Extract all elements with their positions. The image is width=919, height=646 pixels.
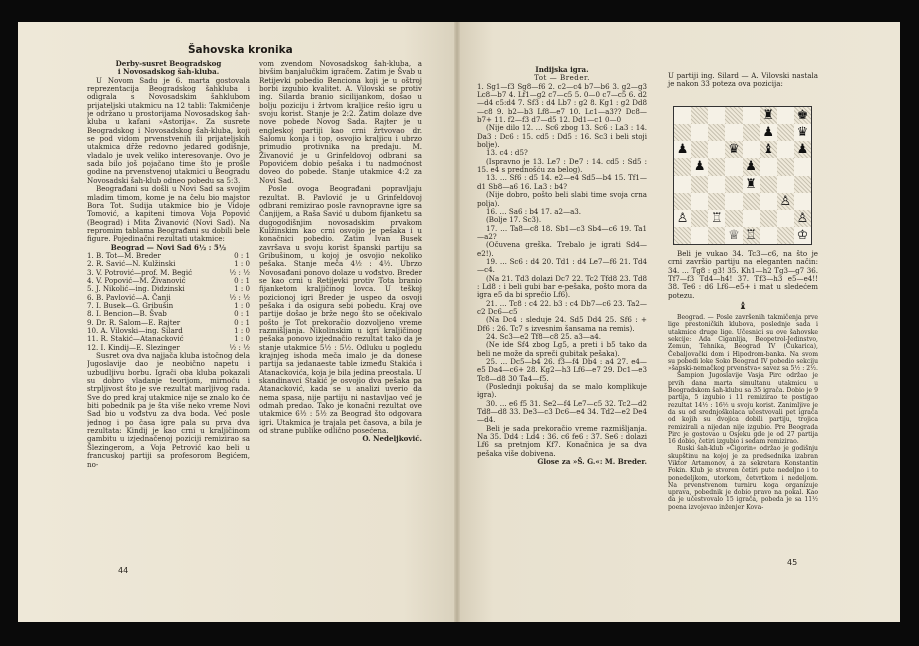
game-moves: (Na 21. Td3 dolazi Dc7 22. Tc2 Tfd8 23. Td8 : Ld8 : i beli gubi bar e-pešaka, pošto mora da igra e5 da bi sprečio Lf6). (477, 273, 647, 300)
game-moves: (Ispravno je 13. Le7 : De7 : 14. cd5 : Sd5 : 15. e4 s prednošću za belog). (477, 156, 647, 175)
chess-piece-icon: ♙ (674, 210, 691, 227)
article-paragraph: vom zvendom Novosadskog šah-kluba, a bivšim banjalučkim igračem. Zatim je Švab u Retijevki pobedio Benciona koji je u oštroj borbi izgubio kvalitet. A. Vilovski se protiv ing. Silarda branio sicilijankom, došao u bolju poziciju i žrtvom kraljice rešio igru u svoju korist. Stanje je 2:2. Zatim dolaze dve nove pobede Novog Sada. Rajter je u engleskoj partiji kao crni žrtvovao dr. Salomu konja i top, osvojio kraljicu i ubrzo primudio protivnika na predaju. M. Živanović je u Grinfeldovoj odbrani sa Popovićem dobio pešaka i tu nadmoćnost doveo do pobede. Stanje utakmice 4:2 za Novi Sad. (259, 60, 422, 185)
result-row: 11. R. Stakić—Atanacković 1 : 0 (87, 334, 250, 344)
game-moves: 17. … Ta8—c8 18. Sb1—c3 Sb4—c6 19. Ta1—a2? (477, 223, 647, 241)
board-square (725, 124, 742, 141)
board-square (743, 193, 760, 210)
game-moves: 19. … Sc6 : d4 20. Td1 : d4 Le7—f6 21. Td4—c4. (477, 256, 647, 275)
board-square (708, 176, 725, 193)
board-square (674, 124, 691, 141)
game-moves: Beli je sada prekoračio vreme razmišljanja. Na 35. Dd4 : Ld4 : 36. c6 fe6 : 37. Se6 : dolazi Lf6 sa pretnjom Kf7. Konačnica je sa dva pešaka više dobivena. (477, 423, 647, 458)
board-square (674, 176, 691, 193)
result-row: 1. B. Tot—M. Breder 0 : 1 (87, 250, 250, 260)
board-square (674, 158, 691, 175)
board-square (794, 158, 811, 175)
board-square (691, 210, 708, 227)
game-moves: 24. Sc3—e2 Tf8—c8 25. a3—a4. (486, 332, 602, 341)
result-row: 7. I. Busek—G. Gribušin 1 : 0 (87, 300, 250, 310)
article-paragraph: Susret ova dva najjača kluba istočnog dela Jugoslavije dao je neobično napetu i uzbudljivu borbu. Igrači oba kluba pokazali su dobro vladanje teorijom, mirnoću i strpljivost što je sve rezultat marljivog rada. Sve do pred kraj utakmice nije se znalo ko će biti pobednik pa je šta više neko vreme Novi Sad bio u vođstvu za dva boda. Već posle jednog i po časa igre pala su prva dva rezultata: Kindij je kao crni u kraljičinom gambitu u izjednačenoj poziciji remizirao sa Šlezingerom, a Voja Petrović kao beli u francuskoj partiji sa profesorom Begićem, no- (87, 351, 250, 469)
chess-piece-icon: ♙ (777, 193, 794, 210)
article-paragraph: U Novom Sadu je 6. marta gostovala reprezentacija Beogradskog šahkluba i odigrala s Novosadskim šahklubom prijateljski utakmicu na 12 tabli: Takmičenje je održano u prostorijama Novosadskog šah-kluba u kafani »Astorija«. Za susrete Beogradskog i Novosadskog šah-kluba, koji se pod vidom prvenstvenih ili prijateljskih utakmica dr̆že redovno jedared godišnje, vladalo je uvek veliko interesovanje. Ovo je sada bilo još pojačano time što je prošle godine na prvenstvenoj utakmici u Beogradu Novosadski šah-klub odnео pobedu sa 5:3. (87, 75, 250, 185)
article-signature: O. Nedeljković. (362, 434, 422, 444)
board-square (691, 227, 708, 244)
board-square (725, 176, 742, 193)
game-moves: (Nije dobro, pošto beli slabi time svoja crna polja). (477, 190, 647, 208)
board-square (743, 107, 760, 124)
board-square (777, 158, 794, 175)
result-row: 2. R. Savić—N. Kulžinski 1 : 0 (87, 259, 250, 269)
chess-piece-icon: ♜ (743, 176, 760, 193)
game-moves: (Ne ide Sf4 zbog Lg5, a preti i b5 tako da beli ne može da spreči gubitak pešaka). (477, 340, 647, 358)
chess-piece-icon: ♟ (760, 124, 777, 141)
game-moves: (Na Dc4 : sleduje 24. Sd5 Dd4 25. Sf6 : + Df6 : 26. Tc7 s izvesnim šansama na remis). (477, 315, 647, 333)
board-square (691, 141, 708, 158)
chess-piece-icon: ♛ (794, 124, 811, 141)
board-square (674, 193, 691, 210)
chess-piece-icon: ♖ (743, 227, 760, 244)
chess-piece-icon: ♙ (794, 210, 811, 227)
result-row: 5. J. Nikolić—ing. Didzinski 1 : 0 (87, 284, 250, 294)
result-row: 6. B. Pavlović—A. Čanji ½ : ½ (87, 292, 250, 302)
article-paragraph: Posle ovoga Beograđani popravljaju rezultat. B. Pavlović je u Grinfeldovoj odbrani remizirao posle ravnopravne igre sa Čanjijem, a Raša Savić u dubom fijanketu sa dugogodišnjim novosadskim prvakom Kulžinskim kao crni osvojio je pešaka i u konačnici pobedio. Zatim Ivan Busek završava u svoju korist španski partiju sa Gribušinom, u kojoj je osvojio nekoliko pešaka. Stanje meča 4½ : 4½. Ubrzo Novosađani ponovo dolaze u vođstvo. Breder se kao crni u Retijevki protiv Tota branio fijanketom kraljičinog lovca. U teškoj pozicionoj igri Breder je uspeo da osvoji pešaka i da osigura sebi pobedu. Kraj ove partije došao je brže nego što se očekivalo pošto je Tot prekoračio dozvoljeno vreme razmišljanja. Nikolinskim u igri kraljičinog pešaka ponovo izjednačio rezultat tako da je stanje utakmice 5½ : 5½. Odluku u pogledu krajnjeg ishoda meča imalo je da donese partija sa jedanaeste table između Stakića i Atanackovića, koja je bila jedina preostala. U skandinavci Stakić je osvojio dva pešaka pa Atanacković, kada se u analizi uverio da nema spasa, nije partiju ni nastavljao već je odmah predao. Tako je konačni rezultat ove utakmice 6½ : 5½ za Beograd što odgovara igri. Utakmica je trajala pet časova, a bila je od strane publike odlično posećena. (259, 184, 422, 436)
board-square (725, 158, 742, 175)
article-paragraph: Beograđani su došli u Novi Sad sa svojim mladim timom, kome je na čelu bio majstor Bora Tot. Sudija utakmice bio je Vidoje Tomović, a kapiteni timova Voja Popović (Beograd) i Mita Živanović (Novi Sad). Na repromim tablama Beograđani su dobili bele figure. Pojedinačni rezultati utakmice: (87, 184, 250, 244)
results-list (87, 252, 250, 352)
board-square (760, 176, 777, 193)
board-square (708, 124, 725, 141)
board-square (743, 210, 760, 227)
board-square (760, 210, 777, 227)
board-square (760, 193, 777, 210)
chess-piece-icon: ♟ (743, 158, 760, 175)
board-square (725, 210, 742, 227)
game-moves: 30. … e6 f5 31. Se2—f4 Le7—c5 32. Tc2—d2 Td8—d8 33. De3—c3 Dc6—e4 34. Td2—e2 De4—d4. (477, 398, 647, 425)
result-row: 3. V. Potrović—prof. M. Begić ½ : ½ (87, 267, 250, 277)
board-square (725, 193, 742, 210)
chess-piece-icon: ♟ (691, 158, 708, 175)
chess-piece-icon: ♛ (725, 141, 742, 158)
board-square (760, 158, 777, 175)
game-moves: (Nije dilo 12. … Sc6 zbog 13. Sc6 : La3 : 14. Da3 : Dc6 : 15. cd5 : Dd5 : 16. Sc3 i beli stoji bolje). (477, 123, 647, 150)
book-gutter (454, 22, 460, 622)
game-moves: 25. … Dc5—b4 26. f3—f4 Db4 : a4 27. e4—e5 Da4—c6+ 28. Kg2—h3 Lf6—e7 29. Dc1—e3 Tc8—d8 30 Ta4—f5. (477, 357, 647, 383)
game-title: Indijska igra. (535, 66, 589, 74)
left-column-2 (259, 60, 422, 565)
board-square (691, 176, 708, 193)
board-square (708, 107, 725, 124)
board-intro: U partiji ing. Silard — A. Vilovski nastala je nakon 33 poteza ova pozicija: (668, 71, 818, 89)
news-paragraph: Šampion Jugoslavije Vasja Pirc održao je prvih dana marta simultanu utakmicu u Beogradskom šah-klubu sa 35 igrača. Dobio je 9 partija, 5 izgubio i 11 remizirao te postigao rezultat 14½ : 16½ u svoju korist. Zanimljive je da su od srednjoškolaca učestvovali pet igrača od kojih su dvojica dobili partiju, trojica remizirali a nijedan nije izgubio. Pre Beograda Pirc je gostovao u Osjeku gde je od 27 partija 16 dobio, četiri izgubio i sedam remizirao. (668, 372, 818, 446)
left-column-1 (87, 60, 250, 565)
chess-piece-icon: ♖ (708, 210, 725, 227)
result-row: 4. V. Popović—M. Živanović 0 : 1 (87, 275, 250, 285)
results-title: Beograd — Novi Sad 6½ : 5½ (110, 242, 227, 252)
board-square (708, 227, 725, 244)
game-moves: (Bolje 17. Sc3). (486, 215, 542, 225)
game-moves: 21. … Tc8 : c4 22. b3 : c4 Db7—c6 23. Ta2—c2 Dc6—c5 (477, 298, 647, 316)
chess-board (673, 106, 812, 245)
board-square (708, 158, 725, 175)
board-square (725, 107, 742, 124)
board-square (777, 107, 794, 124)
result-row: 9. Dr. R. Salom—E. Rajter 0 : 1 (87, 317, 250, 327)
board-square (777, 227, 794, 244)
chess-piece-icon: ♝ (760, 141, 777, 158)
game-players: Tot — Breder. (534, 73, 590, 83)
bishop-divider-icon: ♝ (738, 301, 748, 313)
game-moves: 13. … Sf6 : d5 14. e2—e4 Sd5—b4 15. Tf1—d1 Sb8—a6 16. La3 : b4? (477, 173, 647, 191)
game-gloss: Glose za »Š. G.«: M. Breder. (537, 457, 647, 467)
chess-piece-icon: ♔ (794, 227, 811, 244)
game-conclusion: Beli je vukao 34. Tc3—c6, na što je crni završio partiju na eleganten način: 34. … Tg8 : g3! 35. Kh1—h2 Tg3—g7 36. Tf7—f3 Td4—h4! 37. Tf3—h3 e5—e4!! 38. Te6 : d6 Lf6—e5+ i mat u sledećem potezu. (668, 250, 818, 300)
board-square (794, 193, 811, 210)
right-column-2 (668, 250, 818, 566)
result-row: 8. I. Bencion—B. Švab 0 : 1 (87, 309, 250, 319)
game-moves: 1. Sg1—f3 Sg8—f6 2. c2—c4 b7—b6 3. g2—g3 Lc8—b7 4. Lf1—g2 c7—c5 5. 0—0 c7—c5 6. d2—d4 c5:d4 7. Sf3 : d4 Lb7 : g2 8. Kg1 : g2 Dd8—c8 9. b2—b3 Lf8—e7 10. Lc1—a3?? Dc8—b7+ 11. f2—f3 d7—d5 12. Dd1—c1 0—0 (477, 81, 647, 125)
board-square (794, 176, 811, 193)
page-number-right: 45 (787, 558, 798, 567)
board-square (777, 141, 794, 158)
board-square (691, 124, 708, 141)
board-square (743, 124, 760, 141)
board-square (743, 141, 760, 158)
chess-piece-icon: ♕ (725, 227, 742, 244)
board-square (674, 227, 691, 244)
game-moves: 13. c4 : d5? (486, 148, 528, 158)
game-moves: 16. … Sa6 : b4 17. a2—a3. (486, 206, 582, 216)
news-paragraph: Ruski šah-klub »Čigorin« održao je godišnju skupštinu na kojoj je za predsednika izabran Viktor Artamonov, a za sekretara Konstantin Fokin. Klub je stvoren četiri pute nedeljno i to ponedeljkom, utorkom, četvrtkom i nedeljom. Na prvenstvenom turniru koga organizuje uprava, pobednik je dobio pravo na pokal. Kao da je učestvovalo 15 igrača, pobeda je sa 11½ poena izvojevao inženjer Kova- (668, 445, 818, 511)
page-number-left: 44 (118, 566, 129, 575)
game-moves: (Poslednji pokušaj da se malo komplikuje igra). (477, 382, 647, 400)
board-square (691, 193, 708, 210)
article-subtitle-2: i Novosadskog šah-kluba. (117, 67, 220, 77)
news-paragraph: Beograd. — Posle završenih takmičenja prve lige prestoničkih klubova, poslednje sada i utakmice druge lige. Učesnici su ove šahovske sekcije: Ada Ciganlija, Beopetrol-Jedinstvo, Zemun, Tehnika, Beograd IV (Čukarica), Čebaljovački dom i Hipodrom-banka. Na svom su pobedi loke Soko Beograd IV pobedio sekciju »šapski-nemačkog prvenstva« savez sa 5½ : 2½. (668, 314, 818, 373)
board-square (708, 193, 725, 210)
board-square (708, 141, 725, 158)
board-square (777, 124, 794, 141)
board-square (777, 210, 794, 227)
board-square (760, 227, 777, 244)
page-heading: Šahovska kronika (188, 44, 293, 56)
article-subtitle-1: Derby-susret Beogradskog (115, 60, 222, 68)
result-row: 10. A. Vilovski—ing. Silard 1 : 0 (87, 326, 250, 335)
board-square (777, 176, 794, 193)
board-square (674, 107, 691, 124)
chess-piece-icon: ♚ (794, 107, 811, 124)
right-column-1 (477, 66, 647, 566)
result-row: 12. I. Kindij—E. Slezinger ½ : ½ (87, 342, 250, 352)
board-square (691, 107, 708, 124)
game-moves: (Očuvena greška. Trebalo je igrati Sd4—e2!). (477, 240, 647, 258)
chess-piece-icon: ♜ (760, 107, 777, 124)
chess-piece-icon: ♟ (794, 141, 811, 158)
chess-piece-icon: ♟ (674, 141, 691, 158)
